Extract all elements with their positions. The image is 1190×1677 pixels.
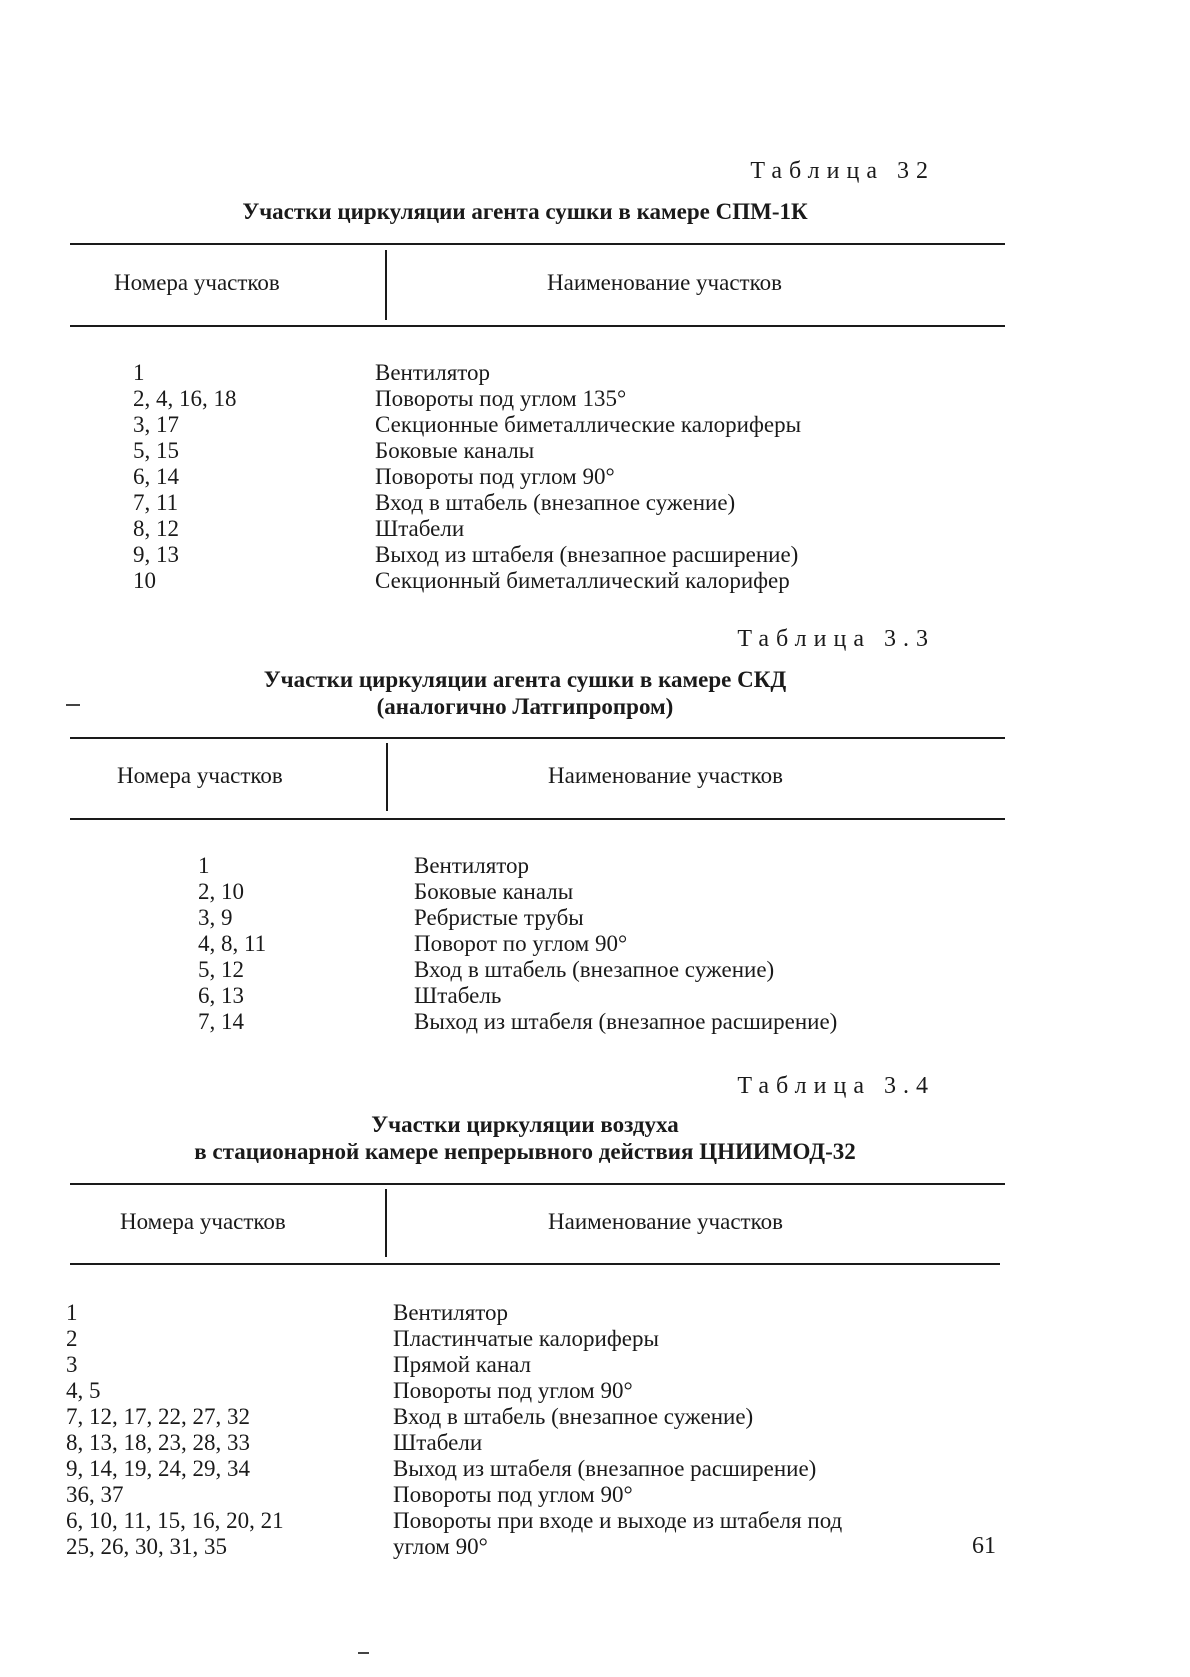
- column-header-numbers: Номера участков: [120, 1209, 286, 1234]
- row-name: Боковые каналы: [414, 879, 574, 904]
- column-header-numbers: Номера участков: [114, 270, 280, 295]
- row-numbers: 5, 12: [198, 957, 244, 982]
- row-name: Повороты под углом 135°: [375, 386, 627, 411]
- table-title: Участки циркуляции агента сушки в камере СКД: [263, 667, 787, 692]
- row-name: Вход в штабель (внезапное сужение): [393, 1404, 754, 1429]
- table-row: [66, 1534, 1016, 1560]
- row-name: Вход в штабель (внезапное сужение): [375, 490, 736, 515]
- row-numbers: 7, 14: [198, 1009, 244, 1034]
- table-number: Таблица 32: [750, 158, 935, 184]
- table-subtitle: (аналогично Латгипропром): [376, 694, 674, 719]
- table-row: [198, 931, 978, 957]
- scan-speck: [66, 704, 80, 706]
- header-bottom-rule: [70, 1263, 1000, 1265]
- row-numbers: 25, 26, 30, 31, 35: [66, 1534, 227, 1559]
- row-numbers: 9, 13: [133, 542, 179, 567]
- row-name: Выход из штабеля (внезапное расширение): [393, 1456, 817, 1481]
- table-row: [133, 386, 933, 412]
- row-name: Пластинчатые калориферы: [393, 1326, 659, 1351]
- row-numbers: 5, 15: [133, 438, 179, 463]
- table-body: [198, 853, 978, 1035]
- row-numbers: 9, 14, 19, 24, 29, 34: [66, 1456, 250, 1481]
- row-numbers: 8, 13, 18, 23, 28, 33: [66, 1430, 250, 1455]
- table-row: [133, 412, 933, 438]
- row-numbers: 3, 17: [133, 412, 179, 437]
- header-bottom-rule: [70, 818, 1005, 820]
- table-row: [133, 490, 933, 516]
- table-row: [198, 905, 978, 931]
- table-subtitle: в стационарной камере непрерывного действия ЦНИИМОД-32: [194, 1139, 856, 1164]
- row-numbers: 3: [66, 1352, 78, 1377]
- table-row: [198, 853, 978, 879]
- row-numbers: 1: [66, 1300, 78, 1325]
- row-name: Повороты при входе и выходе из штабеля под: [393, 1508, 843, 1533]
- table-row: [198, 957, 978, 983]
- row-name: Штабели: [375, 516, 465, 541]
- row-name: Штабель: [414, 983, 502, 1008]
- table-top-rule: [70, 243, 1005, 245]
- table-title: Участки циркуляции агента сушки в камере СПМ-1К: [242, 199, 808, 224]
- table-row: [66, 1352, 1016, 1378]
- row-numbers: 2: [66, 1326, 78, 1351]
- column-header-numbers: Номера участков: [117, 763, 283, 788]
- row-numbers: 2, 4, 16, 18: [133, 386, 237, 411]
- row-name: Выход из штабеля (внезапное расширение): [414, 1009, 838, 1034]
- column-header-names: Наименование участков: [548, 763, 783, 788]
- table-title: Участки циркуляции воздуха: [371, 1112, 679, 1137]
- table-top-rule: [70, 737, 1005, 739]
- table-row: [198, 983, 978, 1009]
- table-row: [66, 1508, 1016, 1534]
- table-row: [66, 1430, 1016, 1456]
- table-row: [133, 568, 933, 594]
- row-numbers: 1: [198, 853, 210, 878]
- table-row: [66, 1326, 1016, 1352]
- row-name: Повороты под углом 90°: [375, 464, 615, 489]
- row-numbers: 10: [133, 568, 156, 593]
- row-name: Штабели: [393, 1430, 483, 1455]
- row-numbers: 7, 11: [133, 490, 179, 515]
- table-row: [66, 1300, 1016, 1326]
- row-name: Повороты под углом 90°: [393, 1378, 633, 1403]
- row-name: углом 90°: [393, 1534, 488, 1559]
- row-numbers: 4, 5: [66, 1378, 101, 1403]
- row-numbers: 1: [133, 360, 145, 385]
- column-header-names: Наименование участков: [548, 1209, 783, 1234]
- table-top-rule: [70, 1183, 1005, 1185]
- column-separator: [385, 1189, 387, 1257]
- table-row: [66, 1456, 1016, 1482]
- table-row: [66, 1482, 1016, 1508]
- scan-speck: [358, 1652, 369, 1654]
- column-separator: [386, 743, 388, 811]
- table-row: [66, 1404, 1016, 1430]
- row-numbers: 6, 13: [198, 983, 244, 1008]
- table-row: [66, 1378, 1016, 1404]
- row-name: Повороты под углом 90°: [393, 1482, 633, 1507]
- row-name: Секционные биметаллические калориферы: [375, 412, 802, 437]
- row-numbers: 3, 9: [198, 905, 233, 930]
- row-name: Выход из штабеля (внезапное расширение): [375, 542, 799, 567]
- row-name: Вентилятор: [414, 853, 530, 878]
- row-name: Вход в штабель (внезапное сужение): [414, 957, 775, 982]
- row-name: Вентилятор: [393, 1300, 509, 1325]
- table-row: [133, 360, 933, 386]
- row-name: Ребристые трубы: [414, 905, 584, 930]
- table-row: [133, 438, 933, 464]
- header-bottom-rule: [70, 325, 1005, 327]
- table-row: [133, 516, 933, 542]
- row-numbers: 36, 37: [66, 1482, 124, 1507]
- table-number: Таблица 3.3: [737, 626, 935, 652]
- row-name: Боковые каналы: [375, 438, 535, 463]
- row-name: Секционный биметаллический калорифер: [375, 568, 790, 593]
- row-name: Вентилятор: [375, 360, 491, 385]
- row-name: Прямой канал: [393, 1352, 532, 1377]
- column-header-names: Наименование участков: [547, 270, 782, 295]
- page-number: 61: [972, 1533, 996, 1559]
- table-body: [133, 360, 933, 594]
- column-separator: [385, 250, 387, 320]
- row-numbers: 2, 10: [198, 879, 244, 904]
- row-numbers: 6, 14: [133, 464, 179, 489]
- row-numbers: 4, 8, 11: [198, 931, 267, 956]
- row-numbers: 8, 12: [133, 516, 179, 541]
- table-row: [133, 542, 933, 568]
- table-number: Таблица 3.4: [737, 1073, 935, 1099]
- row-name: Поворот по углом 90°: [414, 931, 628, 956]
- table-row: [133, 464, 933, 490]
- table-row: [198, 1009, 978, 1035]
- row-numbers: 6, 10, 11, 15, 16, 20, 21: [66, 1508, 284, 1533]
- row-numbers: 7, 12, 17, 22, 27, 32: [66, 1404, 250, 1429]
- table-body: [66, 1300, 1016, 1560]
- table-row: [198, 879, 978, 905]
